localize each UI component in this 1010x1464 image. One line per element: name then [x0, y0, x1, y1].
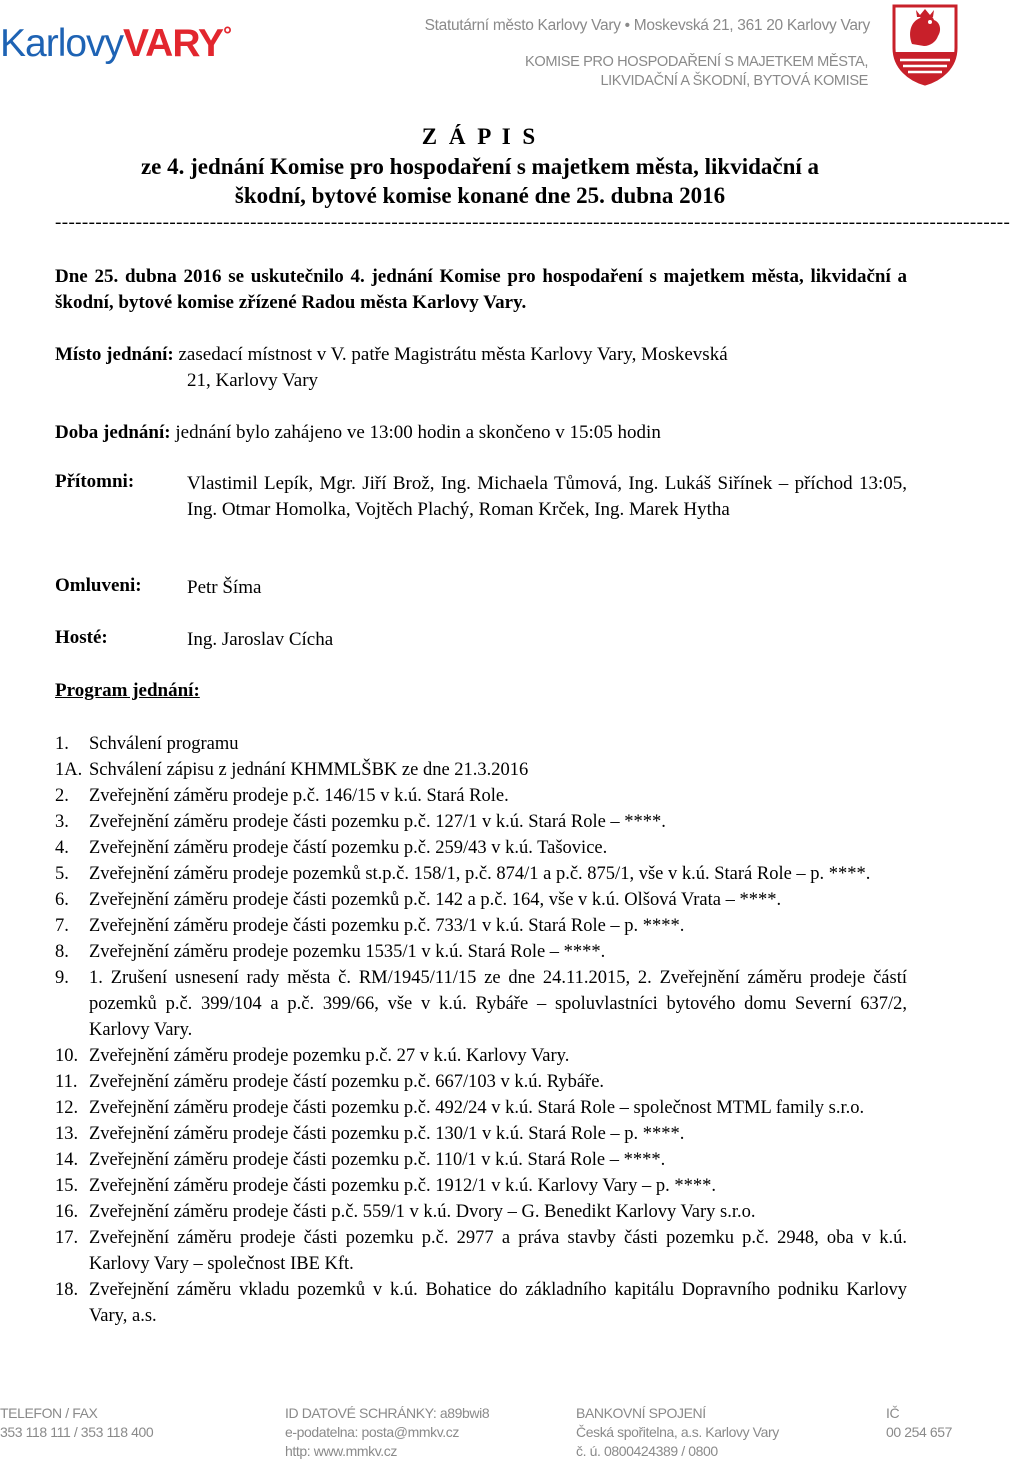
list-item: 12. Zveřejnění záměru prodeje části pozemku p.č. 492/24 v k.ú. Stará Role – společnost MTML family s.r.o.: [55, 1098, 865, 1118]
footer-website: http: www.mmkv.cz: [285, 1443, 397, 1459]
list-item: 2. Zveřejnění záměru prodeje p.č. 146/15 v k.ú. Stará Role.: [55, 786, 509, 806]
list-item: 14. Zveřejnění záměru prodeje části pozemku p.č. 110/1 v k.ú. Stará Role – ****.: [55, 1150, 666, 1170]
list-item: 3. Zveřejnění záměru prodeje části pozemku p.č. 127/1 v k.ú. Stará Role – ****.: [55, 812, 666, 832]
place-label: Místo jednání:: [55, 344, 174, 365]
footer-bank-label: BANKOVNÍ SPOJENÍ: [576, 1405, 706, 1421]
document-subtitle-line-2: škodní, bytové komise konané dne 25. dubna 2016: [234, 183, 726, 208]
page-footer: [0, 1404, 960, 1464]
list-item: 9. 1. Zrušení usnesení rady města č. RM/1945/11/15 ze dne 24.11.2015, 2. Zveřejnění záměru prodeje částí pozemků p.č. 399/104 a p.č. 399/66, vše v k.ú. Rybáře – spoluvlastníci bytového domu Severní 637/2, Karlovy Vary.: [55, 968, 907, 1040]
header-address: Statutární město Karlovy Vary • Moskevská 21, 361 20 Karlovy Vary: [424, 17, 870, 34]
list-item: 17. Zveřejnění záměru prodeje části pozemku p.č. 2977 a práva stavby části pozemku p.č. 2948, oba v k.ú. Karlovy Vary – společnost IBE Kft.: [55, 1228, 907, 1274]
list-item: 18. Zveřejnění záměru vkladu pozemků v k.ú. Bohatice do základního kapitálu Dopravního podniku Karlovy Vary, a.s.: [55, 1280, 907, 1326]
list-item: 11. Zveřejnění záměru prodeje částí pozemku p.č. 667/103 v k.ú. Rybáře.: [55, 1072, 605, 1092]
program-list: [55, 731, 907, 1329]
footer-ds-id: ID DATOVÉ SCHRÁNKY: a89bwi8: [285, 1405, 490, 1421]
list-item: 7. Zveřejnění záměru prodeje části pozemku p.č. 733/1 v k.ú. Stará Role – p. ****.: [55, 916, 685, 936]
footer-ic-value: 00 254 657: [886, 1424, 953, 1440]
present-value: Vlastimil Lepík, Mgr. Jiří Brož, Ing. Michaela Tůmová, Ing. Lukáš Siřínek – příchod 13:05, Ing. Otmar Homolka, Vojtěch Plachý, Roman Krček, Ing. Marek Hytha: [187, 473, 907, 520]
place-value-line-2: 21, Karlovy Vary: [187, 370, 319, 391]
footer-bank: [576, 1404, 779, 1461]
page-header: [0, 0, 960, 100]
footer-ic-label: IČ: [886, 1405, 900, 1421]
dashed-separator: ----------------------------------------------------------------------------------------------------------------------------------------------: [55, 212, 1010, 233]
list-item: 4. Zveřejnění záměru prodeje částí pozemku p.č. 259/43 v k.ú. Tašovice.: [55, 838, 608, 858]
list-item: 8. Zveřejnění záměru prodeje pozemku 1535/1 v k.ú. Stará Role – ****.: [55, 942, 606, 962]
place-value-line-1: zasedací místnost v V. patře Magistrátu města Karlovy Vary, Moskevská: [178, 344, 728, 365]
committee-line-1: KOMISE PRO HOSPODAŘENÍ S MAJETKEM MĚSTA,: [525, 54, 868, 70]
guests-label: Hosté:: [55, 627, 108, 648]
document-title: Z Á P I S: [421, 124, 539, 149]
list-item: 5. Zveřejnění záměru prodeje pozemků st.p.č. 158/1, p.č. 874/1 a p.č. 875/1, vše v k.ú. Stará Role – p. ****.: [55, 864, 871, 884]
meeting-time: [55, 420, 907, 446]
excused-value: Petr Šíma: [187, 577, 262, 598]
meeting-place: [55, 342, 907, 368]
time-label: Doba jednání:: [55, 422, 171, 443]
footer-ic: [886, 1404, 952, 1442]
list-item: 15. Zveřejnění záměru prodeje části pozemku p.č. 1912/1 v k.ú. Karlovy Vary – p. ****.: [55, 1176, 716, 1196]
list-item: 16. Zveřejnění záměru prodeje části p.č. 559/1 v k.ú. Dvory – G. Benedikt Karlovy Vary s.r.o.: [55, 1202, 756, 1222]
karlovy-vary-logo: KarlovyVARY°: [0, 22, 231, 65]
footer-bank-name: Česká spořitelna, a.s. Karlovy Vary: [576, 1424, 779, 1440]
excused-label: Omluveni:: [55, 575, 142, 596]
document-subtitle-line-1: ze 4. jednání Komise pro hospodaření s majetkem města, likvidační a: [140, 154, 820, 179]
footer-email: e-podatelna: posta@mmkv.cz: [285, 1424, 459, 1440]
footer-phone: [0, 1404, 153, 1442]
footer-phone-label: TELEFON / FAX: [0, 1405, 98, 1421]
list-item: 6. Zveřejnění záměru prodeje části pozemků p.č. 142 a p.č. 164, vše v k.ú. Olšová Vrata – ****.: [55, 890, 782, 910]
footer-data-box: [285, 1404, 489, 1461]
list-item: 13. Zveřejnění záměru prodeje části pozemku p.č. 130/1 v k.ú. Stará Role – p. ****.: [55, 1124, 685, 1144]
present-label: Přítomni:: [55, 471, 135, 492]
city-crest-icon: [890, 2, 960, 86]
list-item: 1A. Schválení zápisu z jednání KHMMLŠBK ze dne 21.3.2016: [55, 760, 529, 780]
header-committee: [525, 53, 868, 91]
list-item: 1. Schválení programu: [55, 734, 239, 754]
guests-value: Ing. Jaroslav Cícha: [187, 629, 334, 650]
list-item: 10. Zveřejnění záměru prodeje pozemku p.č. 27 v k.ú. Karlovy Vary.: [55, 1046, 570, 1066]
footer-phone-value: 353 118 111 / 353 118 400: [0, 1424, 154, 1440]
program-title: Program jednání:: [55, 680, 200, 701]
time-value: jednání bylo zahájeno ve 13:00 hodin a skončeno v 15:05 hodin: [175, 422, 661, 443]
committee-line-2: LIKVIDAČNÍ A ŠKODNÍ, BYTOVÁ KOMISE: [600, 73, 868, 89]
footer-bank-account: č. ú. 0800424389 / 0800: [576, 1443, 718, 1459]
intro-paragraph: Dne 25. dubna 2016 se uskutečnilo 4. jednání Komise pro hospodaření s majetkem města, likvidační a škodní, bytové komise zřízené Radou města Karlovy Vary.: [55, 266, 907, 313]
